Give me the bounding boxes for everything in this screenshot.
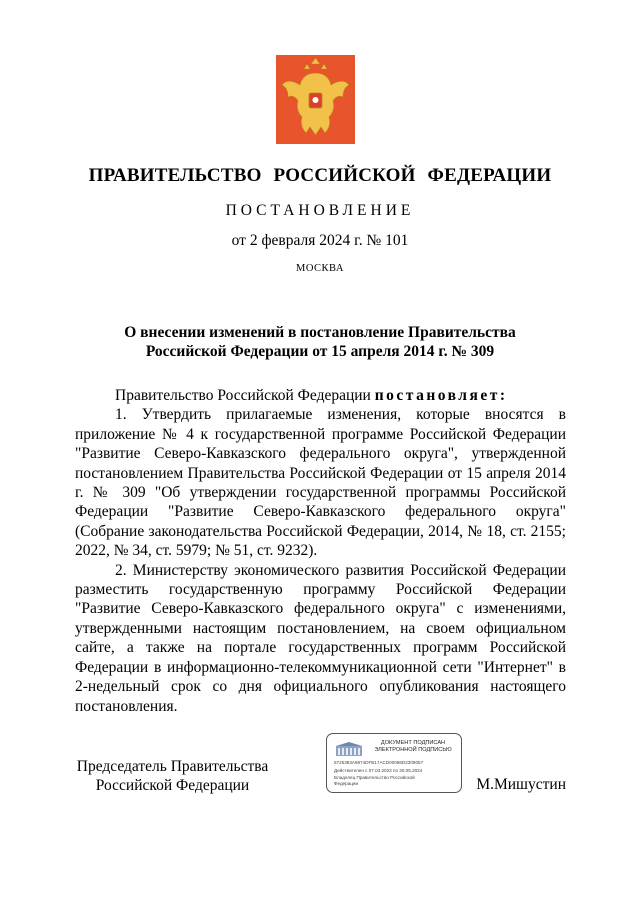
decree-word: постановляет: [374, 387, 508, 404]
paragraph-2: 2. Министерству экономического развития Российской Федерации разместить государственную программу Российской Федерации "Развитие Северо-Кавказского федерального округа" с изменениями, утвержденными настоящим постановлением, на своем официальном сайте, а также на портале государственных программ Российской Федерации в информационно-телекоммуникационной сети "Интернет" в 2-недельный срок со дня официального опубликования настоящего постановления. [75, 561, 566, 715]
document-city: МОСКВА [296, 263, 344, 274]
intro-paragraph [75, 386, 566, 405]
stamp-serial: 5725383A6974DFB17ACD00086D2309057 [334, 760, 424, 765]
document-date: от 2 февраля 2024 г. № 101 [231, 232, 409, 249]
subject-line-1: О внесении изменений в постановление Правительства [124, 324, 516, 341]
stamp-validity: Действителен с 07.03.2023 по 30.05.2024 [334, 768, 423, 773]
signer-position-line-2: Российской Федерации [95, 777, 250, 794]
intro-text: Правительство Российской Федерации [115, 387, 375, 404]
stamp-title [367, 740, 459, 754]
document-subject [0, 323, 640, 361]
stamp-owner-line-1: Владелец Правительство Российской [334, 775, 415, 780]
paragraph-1: 1. Утвердить прилагаемые изменения, которые вносятся в приложение № 4 к государственной программе Российской Федерации "Развитие Северо-Кавказского федерального округа", утвержденной постановлением Правительства Российской Федерации от 15 апреля 2014 г. № 309 "Об утверждении государственной программы Российской Федерации "Развитие Северо-Кавказского федерального округа" (Собрание законодательства Российской Федерации, 2014, № 18, ст. 2155; 2022, № 34, ст. 5979; № 51, ст. 9232). [75, 406, 566, 560]
coat-of-arms-icon [276, 55, 355, 144]
signer-position-line-1: Председатель Правительства [76, 758, 269, 775]
document-body [75, 386, 566, 716]
signer-name: М.Мишустин [476, 776, 566, 793]
document-type: ПОСТАНОВЛЕНИЕ [225, 202, 415, 219]
stamp-title-line-1: ДОКУМЕНТ ПОДПИСАН [380, 740, 446, 746]
signer-position [70, 757, 275, 795]
stamp-title-line-2: ЭЛЕКТРОННОЙ ПОДПИСЬЮ [374, 747, 452, 753]
subject-line-2: Российской Федерации от 15 апреля 2014 г. № 309 [145, 343, 495, 360]
government-title: ПРАВИТЕЛЬСТВО РОССИЙСКОЙ ФЕДЕРАЦИИ [88, 165, 552, 186]
stamp-owner-line-2: Федерации [334, 781, 359, 786]
electronic-signature-stamp [326, 733, 462, 793]
building-icon [335, 741, 363, 757]
